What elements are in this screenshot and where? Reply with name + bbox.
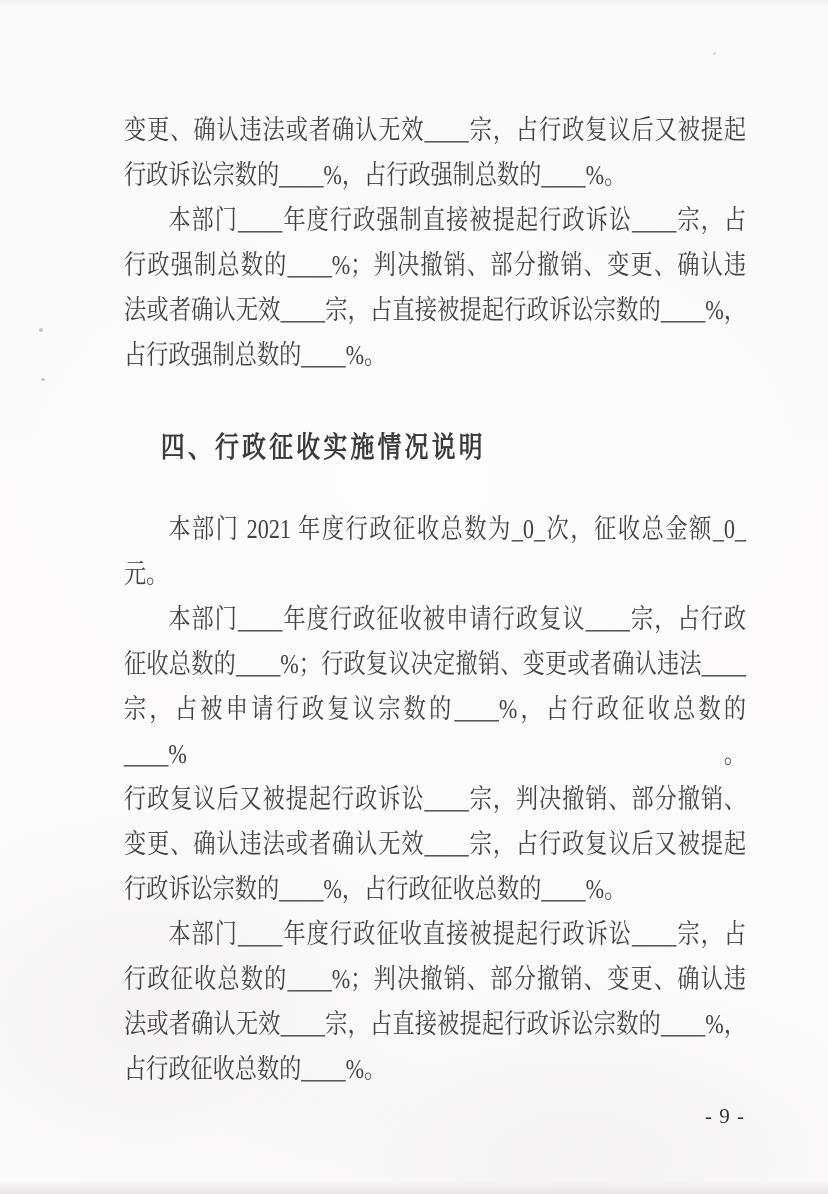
text-line: 宗，占被申请行政复议宗数的____%，占行政征收总数的____%。 (124, 694, 747, 769)
text-line: 法或者确认无效____宗，占直接被提起行政诉讼宗数的____%， (124, 295, 747, 325)
text-line: 本部门____年度行政征收直接被提起行政诉讼____宗，占 (168, 919, 747, 949)
text-line: 行政诉讼宗数的____%，占行政强制总数的____%。 (124, 160, 627, 190)
text-line: 本部门____年度行政征收被申请行政复议____宗，占行政 (168, 604, 747, 634)
text-line: 法或者确认无效____宗，占直接被提起行政诉讼宗数的____%， (124, 1009, 747, 1039)
page-number: - 9 - (705, 1104, 745, 1128)
text-line: 行政复议后又被提起行政诉讼____宗，判决撤销、部分撤销、 (124, 784, 747, 814)
text-line: 本部门____年度行政强制直接被提起行政诉讼____宗，占 (168, 205, 747, 235)
section-heading: 四、行政征收实施情况说明 (160, 432, 486, 464)
text-line: 占行政征收总数的____%。 (124, 1054, 387, 1084)
scan-speck (39, 328, 43, 332)
text-line: 本部门 2021 年度行政征收总数为_0_次，征收总金额_0_ (168, 514, 747, 544)
text-line: 征收总数的____%；行政复议决定撤销、变更或者确认违法____ (124, 649, 747, 679)
text-line: 行政征收总数的____%；判决撤销、部分撤销、变更、确认违 (124, 964, 747, 994)
text-line: 行政诉讼宗数的____%，占行政征收总数的____%。 (124, 874, 627, 904)
text-line: 变更、确认违法或者确认无效____宗，占行政复议后又被提起 (124, 115, 747, 145)
scan-speck (713, 52, 716, 55)
document-text (124, 108, 746, 1092)
text-line: 占行政强制总数的____%。 (124, 340, 387, 370)
text-line: 行政强制总数的____%；判决撤销、部分撤销、变更、确认违 (124, 250, 747, 280)
text-line: 元。 (124, 559, 169, 589)
text-line: 变更、确认违法或者确认无效____宗，占行政复议后又被提起 (124, 829, 747, 859)
scan-speck (41, 378, 45, 381)
